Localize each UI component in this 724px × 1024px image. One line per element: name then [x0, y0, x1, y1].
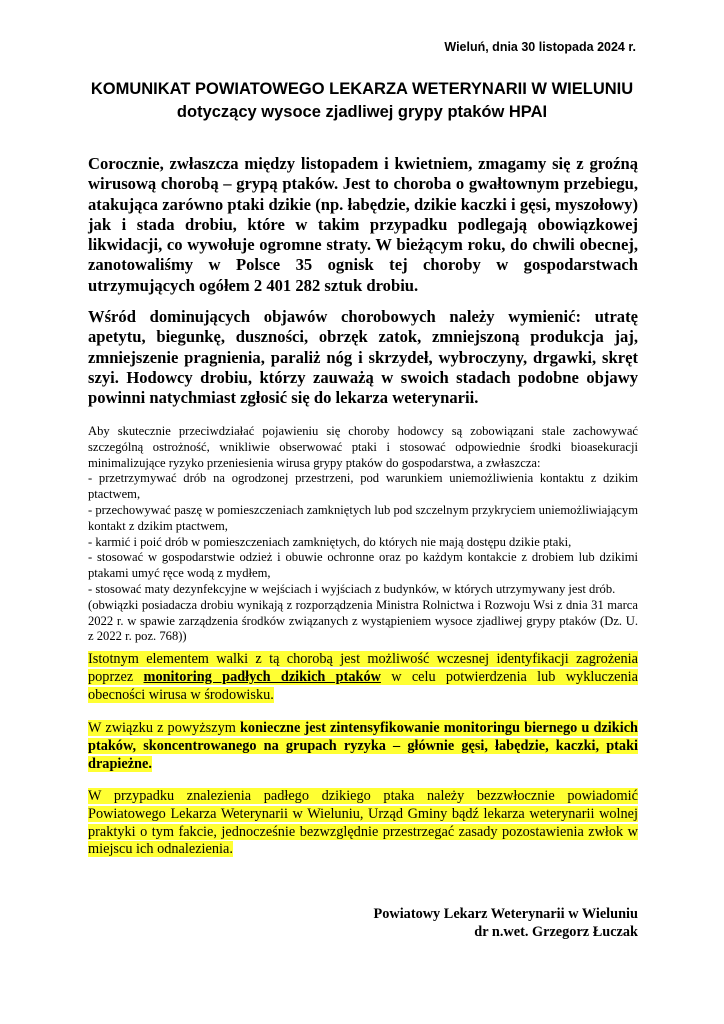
biosecurity-measures: [88, 424, 638, 645]
symptoms-paragraph: [88, 307, 638, 408]
monitoring-text-before: Istotnym elementem walki z tą chorobą jest możliwość wczesnej identyfikacji zagrożenia poprzez: [88, 651, 638, 685]
document-date: Wieluń, dnia 30 listopada 2024 r.: [444, 40, 636, 54]
measure-item: - stosować w gospodarstwie odzież i obuwie ochronne oraz po każdym kontakcie z drobiem lub dzikimi ptakami umyć ręce wodą z mydłem,: [88, 550, 638, 581]
symptoms-text: Wśród dominujących objawów chorobowych należy wymienić: utratę apetytu, biegunkę, duszności, obrzęk zatok, zmniejszoną produkcja jaj, zmniejszenie pragnienia, paraliż nóg i skrzydeł, wybroczyny, drgawki, skręt szyi. Hodowcy drobiu, którzy zauważą w swoich stadach podobne objawy powinni natychmiast zgłosić się do lekarza weterynarii.: [88, 307, 638, 408]
procedure-paragraph: [88, 788, 638, 859]
signature-name: dr n.wet. Grzegorz Łuczak: [474, 924, 638, 940]
measures-intro: Aby skutecznie przeciwdziałać pojawieniu się choroby hodowcy są zobowiązani stale zachowywać szczególną ostrożność, wnikliwie obserwować ptaki i stosować odpowiednie środki bioasekuracji minimalizujące ryzyko przeniesienia wirusa grypy ptaków do gospodarstwa, a zwłaszcza:: [88, 424, 638, 470]
measure-item: - stosować maty dezynfekcyjne w wejściach i wyjściach z budynków, w których utrzymywany jest drób.: [88, 581, 616, 596]
document-title: KOMUNIKAT POWIATOWEGO LEKARZA WETERYNARII W WIELUNIU: [90, 80, 634, 98]
monitoring-text-after: w celu potwierdzenia lub wykluczenia obecności wirusa w środowisku.: [88, 668, 638, 703]
measure-item: - przechowywać paszę w pomieszczeniach zamkniętych lub pod szczelnym przykryciem uniemożliwiającym kontakt z dzikim ptactwem,: [88, 502, 638, 533]
measure-item: - przetrzymywać drób na ogrodzonej przestrzeni, pod warunkiem uniemożliwienia kontaktu z dzikim ptactwem,: [88, 471, 638, 502]
intro-text: Corocznie, zwłaszcza między listopadem i kwietniem, zmagamy się z groźną wirusową chorobą – grypą ptaków. Jest to choroba o gwałtownym przebiegu, atakująca zarówno ptaki dzikie (np. łabędzie, dzikie kaczki i gęsi, myszołowy) jak i stada drobiu, które w takim przypadku podlegają obowiązkowej likwidacji, co wywołuje ogromne straty. W bieżącym roku, do chwili obecnej, zanotowaliśmy w Polsce 35 ognisk tej choroby w gospodarstwach utrzymujących ogółem 2 401 282 sztuk drobiu.: [88, 154, 638, 295]
intensify-text-before: W związku z powyższym: [88, 720, 240, 736]
document-subtitle: dotyczący wysoce zjadliwej grypy ptaków HPAI: [176, 103, 548, 121]
intro-paragraph: [88, 154, 638, 296]
measure-item: - karmić i poić drób w pomieszczeniach zamkniętych, do których nie mają dostępu dzikie ptaki,: [88, 534, 572, 549]
monitoring-emphasis: monitoring padłych dzikich ptaków: [143, 668, 381, 685]
legal-note: (obwiązki posiadacza drobiu wynikają z rozporządzenia Ministra Rolnictwa i Rozwoju Wsi z dnia 31 marca 2022 r. w spawie zarządzenia środków związanych z wystąpieniem wysoce zjadliwej grypy ptaków (Dz. U. z 2022 r. poz. 768)): [88, 597, 638, 644]
intensify-emphasis: konieczne jest zintensyfikowanie monitoringu biernego u dzikich ptaków, skoncentrowanego na grupach ryzyka – głównie gęsi, łabędzie, kaczki, ptaki drapieżne.: [88, 720, 638, 772]
monitoring-paragraph: [88, 651, 638, 704]
procedure-text: W przypadku znalezienia padłego dzikiego ptaka należy bezzwłocznie powiadomić Powiatowego Lekarza Weterynarii w Wieluniu, Urząd Gminy bądź lekarza weterynarii wolnej praktyki o tym fakcie, jednocześnie bezwzględnie przestrzegać zasady pozostawienia zwłok w miejscu ich odnalezienia.: [88, 788, 638, 858]
intensify-paragraph: [88, 720, 638, 773]
signature-title: Powiatowy Lekarz Weterynarii w Wieluniu: [373, 906, 638, 922]
